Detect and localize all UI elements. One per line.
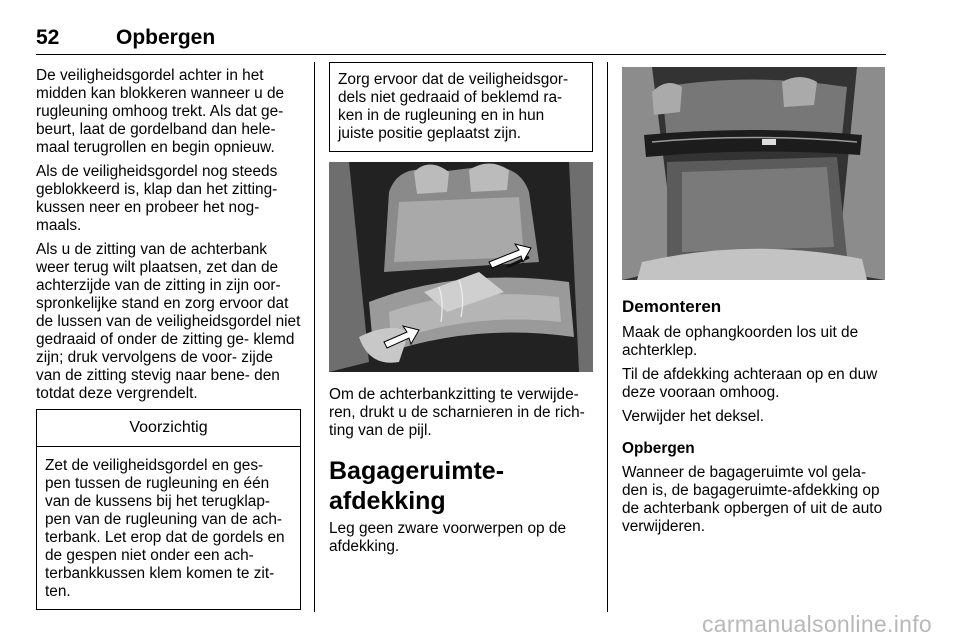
column-divider-left (314, 62, 315, 612)
paragraph-seat-refit: Als u de zitting van de achterbank weer terug wilt plaatsen, zet dan de achterzijde van de zitting in zijn oor- spronkelijke stand en zorg ervoor dat de lussen van de veiligheidsgordel niet gedraaid of onder de zitting ge- klemd zijn; druk vervolgens de voor- zijde van de zitting stevig naar bene- den totdat deze vergrendelt. (36, 241, 301, 402)
caution-title: Voorzichtig (37, 410, 300, 447)
paragraph-belt-blocking: De veiligheidsgordel achter in het midden kan blokkeren wanneer u de rugleuning omhoog trekt. Als dat ge- beurt, laat de gordelband dan hele- maal terugrollen en begin opnieuw. (36, 67, 285, 156)
step-remove-cover: Verwijder het deksel. (622, 408, 765, 425)
notice-box: Zorg ervoor dat de veiligheidsgor- dels niet gedraaid of beklemd ra- ken in de rugleuning en in hun juiste positie geplaatst zijn. (329, 62, 593, 152)
paragraph-belt-still-blocked: Als de veiligheidsgordel nog steeds geblokkeerd is, klap dan het zitting- kussen neer en probeer het nog- maals. (36, 163, 278, 234)
caution-box (36, 409, 301, 610)
column-right (622, 62, 888, 542)
watermark: carmanualsonline.info (701, 611, 932, 637)
illustration-caption: Om de achterbankzitting te verwijde- ren, drukt u de scharnieren in de rich- ting van de pijl. (329, 386, 585, 439)
subheading-storage: Opbergen (622, 440, 695, 457)
cover-warning: Leg geen zware voorwerpen op de afdekking. (329, 520, 567, 555)
page-number: 52 (36, 26, 60, 49)
step-unhook-cords: Maak de ophangkoorden los uit de achterklep. (622, 324, 859, 359)
step-lift-cover: Til de afdekking achteraan op en duw deze vooraan omhoog. (622, 366, 878, 401)
luggage-cover-illustration (622, 67, 885, 280)
column-left (36, 67, 301, 610)
column-divider-right (607, 62, 608, 612)
rear-seat-illustration (329, 162, 593, 372)
column-middle (329, 62, 593, 562)
page-title: Opbergen (116, 26, 216, 49)
section-heading-cover: Bagageruimte-afdekking (329, 457, 505, 515)
page-header (36, 26, 886, 55)
caution-text: Zet de veiligheidsgordel en ges- pen tussen de rugleuning en één van de kussens bij het terugklap- pen van de rugleuning van de ach- terbank. Let erop dat de gordels en de gespen niet onder een ach- terbankkussen klem komen te zit- ten. (45, 457, 285, 600)
section-heading-remove: Demonteren (622, 297, 722, 316)
storage-text: Wanneer de bagageruimte vol gela- den is, de bagageruimte-afdekking op de achterbank opbergen of uit de auto verwijderen. (622, 464, 883, 535)
